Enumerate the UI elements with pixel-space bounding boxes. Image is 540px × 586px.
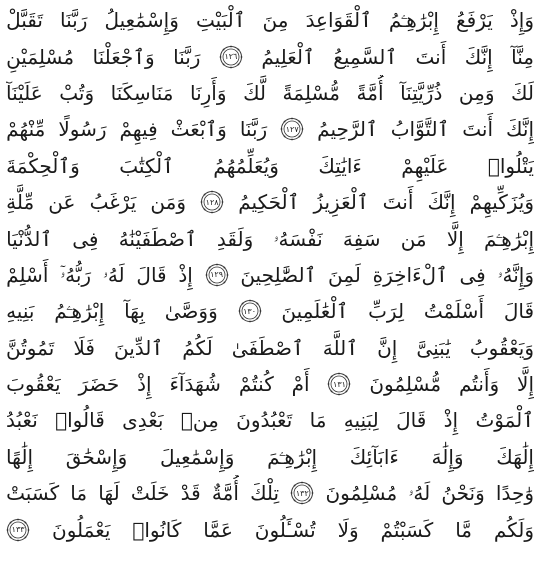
quran-word: أُمَّةٌ xyxy=(211,481,239,506)
quran-word: قَدْ xyxy=(180,481,201,506)
quran-word: سَفِهَ xyxy=(342,226,381,251)
text-line xyxy=(6,330,534,366)
quran-word: ٱلْقَوَاعِدَ xyxy=(305,8,372,33)
text-line xyxy=(6,111,534,147)
quran-word: مَن xyxy=(400,226,427,251)
quran-word: أَنتَ xyxy=(462,117,494,142)
ayah-number: ١٣١ xyxy=(333,379,346,389)
quran-word: إِلَٰهَكَ xyxy=(496,444,534,469)
quran-word: إِبْرَٰهِـۧمَ xyxy=(483,226,534,251)
quran-word: ٱلسَّمِيعُ xyxy=(333,44,398,69)
quran-word: فَلَا xyxy=(73,335,95,360)
quran-word: ذُرِّيَّتِنَآ xyxy=(400,80,443,105)
ayah-end-marker xyxy=(200,190,224,214)
quran-word: ٱلدِّينَ xyxy=(114,335,164,360)
quran-word: ءَايَٰتِكَ xyxy=(318,153,362,178)
quran-word: تِلْكَ xyxy=(250,481,280,506)
text-line xyxy=(6,220,534,256)
quran-word: لَمِنَ xyxy=(328,262,361,287)
quran-word: أَسْلِمْ xyxy=(6,262,49,287)
quran-word: مِّنْهُمْ xyxy=(6,117,46,142)
quran-word: وَتُبْ xyxy=(59,80,95,105)
quran-word: ٱلْعَزِيزُ xyxy=(313,190,369,215)
text-line xyxy=(6,475,534,511)
quran-word: يَتْلُوا۟ xyxy=(487,153,534,178)
quran-word: مِنَّآ xyxy=(511,44,534,69)
ayah-number: ١٢٦ xyxy=(224,52,238,62)
quran-word: وَٱلْحِكْمَةَ xyxy=(6,153,80,178)
quran-word: قَالَ xyxy=(136,262,167,287)
quran-word: أَمْ xyxy=(291,372,310,397)
quran-word: وَإِسْمَٰعِيلُ xyxy=(104,8,179,33)
quran-word: يَرْغَبُ xyxy=(89,190,137,215)
text-line xyxy=(6,38,534,74)
quran-word: فِى xyxy=(72,226,99,251)
quran-word: وَلَا xyxy=(337,517,359,542)
quran-word: إِذْ xyxy=(137,372,152,397)
quran-word: إِذْ xyxy=(443,408,459,433)
quran-word: وَوَصَّىٰ xyxy=(164,299,218,324)
quran-word: لَكُمُ xyxy=(182,335,213,360)
quran-word: إِنَّكَ xyxy=(427,190,456,215)
quran-word: تَعْبُدُونَ xyxy=(236,408,293,433)
quran-word: وَمَن xyxy=(150,190,186,215)
quran-word: يَعْمَلُونَ xyxy=(52,517,111,542)
quran-word: قَالُوا۟ xyxy=(55,408,105,433)
quran-word: مِنَ xyxy=(262,8,289,33)
quran-word: كَسَبْتُمْ xyxy=(380,517,434,542)
ayah-number: ١٢٨ xyxy=(205,197,219,207)
quran-word: رَبَّنَا xyxy=(60,8,88,33)
ayah-number: ١٣٢ xyxy=(295,488,309,498)
quran-word: أَنتَ xyxy=(382,190,414,215)
quran-word: ٱلْبَيْتِ xyxy=(195,8,246,33)
quran-word: إِلَٰهًا xyxy=(6,444,34,469)
text-line xyxy=(6,366,534,402)
quran-word: ءَابَآئِكَ xyxy=(349,444,399,469)
quran-word: يَٰبَنِىَّ xyxy=(416,335,451,360)
quran-word: رَبَّنَا xyxy=(173,44,201,69)
quran-word: لِبَنِيهِ xyxy=(343,408,379,433)
quran-word: إِذْ xyxy=(178,262,193,287)
quran-word: رَبُّهُۥٓ xyxy=(60,262,92,287)
quran-word: رَبَّنَا xyxy=(239,117,268,142)
quran-word: وَٱبْعَثْ xyxy=(170,117,227,142)
quran-word: ٱللَّهَ xyxy=(322,335,358,360)
quran-word: وَمِن xyxy=(458,80,495,105)
quran-word: بِهَآ xyxy=(124,299,145,324)
quran-word: ٱلْعَٰلَمِينَ xyxy=(281,299,349,324)
quran-word: ٱلْمَوْتُ xyxy=(475,408,534,433)
quran-word: وَإِلَٰهَ xyxy=(431,444,464,469)
quran-word: لَهُۥ xyxy=(102,262,125,287)
quran-word: مُسْلِمَيْنِ xyxy=(6,44,75,69)
quran-word: لَكَ xyxy=(511,80,534,105)
quran-word: ٱلْعَلِيمُ xyxy=(261,44,315,69)
ayah-end-marker xyxy=(6,518,30,542)
quran-word: شُهَدَآءَ xyxy=(169,372,221,397)
quran-word: تَقَبَّلْ xyxy=(6,8,43,33)
ayah-end-marker xyxy=(205,263,229,287)
quran-word: إِنَّ xyxy=(377,335,398,360)
quran-word: إِبْرَٰهِـۧمَ xyxy=(267,444,318,469)
quran-word: إِلَّا xyxy=(517,372,534,397)
quran-word: وَأَرِنَا xyxy=(189,80,227,105)
quran-word: تَمُوتُنَّ xyxy=(6,335,55,360)
quran-word: وَإِنَّهُۥ xyxy=(497,262,534,287)
quran-word: وَيَعْقُوبُ xyxy=(469,335,534,360)
text-line xyxy=(6,257,534,293)
quran-word: فِيهِمْ xyxy=(119,117,158,142)
quran-word: إِبْرَٰهِـۧمُ xyxy=(388,8,439,33)
text-line xyxy=(6,75,534,111)
quran-word: ٱلرَّحِيمُ xyxy=(317,117,378,142)
quran-word: قَالَ xyxy=(396,408,427,433)
ayah-end-marker xyxy=(280,117,304,141)
ayah-number: ١٣٣ xyxy=(11,525,25,535)
quran-word: وَأَنتُم xyxy=(459,372,500,397)
quran-word: مُّسْلِمُونَ xyxy=(369,372,442,397)
quran-word: ٱلصَّٰلِحِينَ xyxy=(240,262,317,287)
text-line xyxy=(6,2,534,38)
quran-word: ٱلدُّنْيَا xyxy=(6,226,53,251)
quran-word: نَفْسَهُۥ xyxy=(273,226,323,251)
quran-word: مُّسْلِمَةً xyxy=(282,80,341,105)
quran-word: لِرَبِّ xyxy=(368,299,405,324)
quran-word: مَا xyxy=(309,408,327,433)
quran-word: لَهَا xyxy=(98,481,120,506)
quran-word: وَلَكُم xyxy=(493,517,534,542)
quran-word: أُمَّةً xyxy=(356,80,384,105)
quran-word: مِّلَّةِ xyxy=(6,190,35,215)
quran-word: وَإِسْمَٰعِيلَ xyxy=(159,444,235,469)
text-line xyxy=(6,184,534,220)
quran-word: كَسَبَتْ xyxy=(6,481,60,506)
text-line xyxy=(6,293,534,329)
quran-word: وَٱجْعَلْنَا xyxy=(92,44,155,69)
quran-word: ٱصْطَفَىٰ xyxy=(231,335,304,360)
quran-word: وَيُزَكِّيهِمْ xyxy=(469,190,534,215)
quran-word: خَلَتْ xyxy=(130,481,170,506)
ayah-number: ١٣٠ xyxy=(243,306,256,316)
quran-word: يَعْقُوبَ xyxy=(6,372,61,397)
quran-word: عَلَيْنَآ xyxy=(6,80,43,105)
quran-word: مَنَاسِكَنَا xyxy=(110,80,174,105)
quran-word: تُسْـَٔلُونَ xyxy=(254,517,316,542)
quran-word: بَعْدِى xyxy=(122,408,164,433)
ayah-end-marker xyxy=(238,299,262,323)
quran-word: عَلَيْهِمْ xyxy=(401,153,449,178)
text-line xyxy=(6,402,534,438)
quran-word: وَإِسْحَٰقَ xyxy=(65,444,128,469)
quran-word: ٱلْكِتَٰبَ xyxy=(119,153,174,178)
quran-word: مَّا xyxy=(455,517,472,542)
quran-word: إِنَّكَ xyxy=(464,44,493,69)
quran-word: كُنتُمْ xyxy=(238,372,274,397)
quran-word: وَإِذْ xyxy=(509,8,534,33)
quran-word: مِنۢ xyxy=(180,408,219,433)
quran-word: وَٰحِدًا xyxy=(495,481,534,506)
text-line xyxy=(6,148,534,184)
quran-word: ٱلْحَكِيمُ xyxy=(238,190,300,215)
quran-word: إِنَّكَ xyxy=(506,117,534,142)
quran-word: كَانُوا۟ xyxy=(132,517,182,542)
ayah-number: ١٢٩ xyxy=(210,270,224,280)
quran-word: مَا xyxy=(70,481,88,506)
quran-word: إِلَّا xyxy=(446,226,464,251)
quran-word: أَسْلَمْتُ xyxy=(423,299,484,324)
quran-word: نَعْبُدُ xyxy=(6,408,38,433)
quran-word: قَالَ xyxy=(503,299,534,324)
quran-word: ٱلتَّوَّابُ xyxy=(390,117,450,142)
ayah-end-marker xyxy=(290,481,314,505)
quran-word: وَنَحْنُ xyxy=(441,481,485,506)
quran-word: بَنِيهِ xyxy=(6,299,35,324)
quran-word: ٱصْطَفَيْنَٰهُ xyxy=(118,226,197,251)
quran-word: أَنتَ xyxy=(415,44,447,69)
quran-word: عَن xyxy=(48,190,76,215)
quran-word: حَضَرَ xyxy=(78,372,120,397)
quran-word: فِى xyxy=(459,262,486,287)
ayah-end-marker xyxy=(219,45,243,69)
quran-word: وَلَقَدِ xyxy=(216,226,254,251)
quran-word: ٱلْءَاخِرَةِ xyxy=(372,262,448,287)
ayah-number: ١٢٧ xyxy=(285,124,299,134)
quran-word: مُسْلِمُونَ xyxy=(325,481,398,506)
text-line xyxy=(6,439,534,475)
quran-word: لَّكَ xyxy=(243,80,267,105)
ayah-end-marker xyxy=(327,372,351,396)
quran-word: عَمَّا xyxy=(203,517,233,542)
quran-word: وَيُعَلِّمُهُمُ xyxy=(213,153,279,178)
quran-word: يَرْفَعُ xyxy=(455,8,493,33)
quran-word: إِبْرَٰهِـۧمُ xyxy=(54,299,105,324)
quran-word: رَسُولًا xyxy=(58,117,107,142)
quran-word: لَهُۥ xyxy=(408,481,431,506)
text-line xyxy=(6,511,534,547)
